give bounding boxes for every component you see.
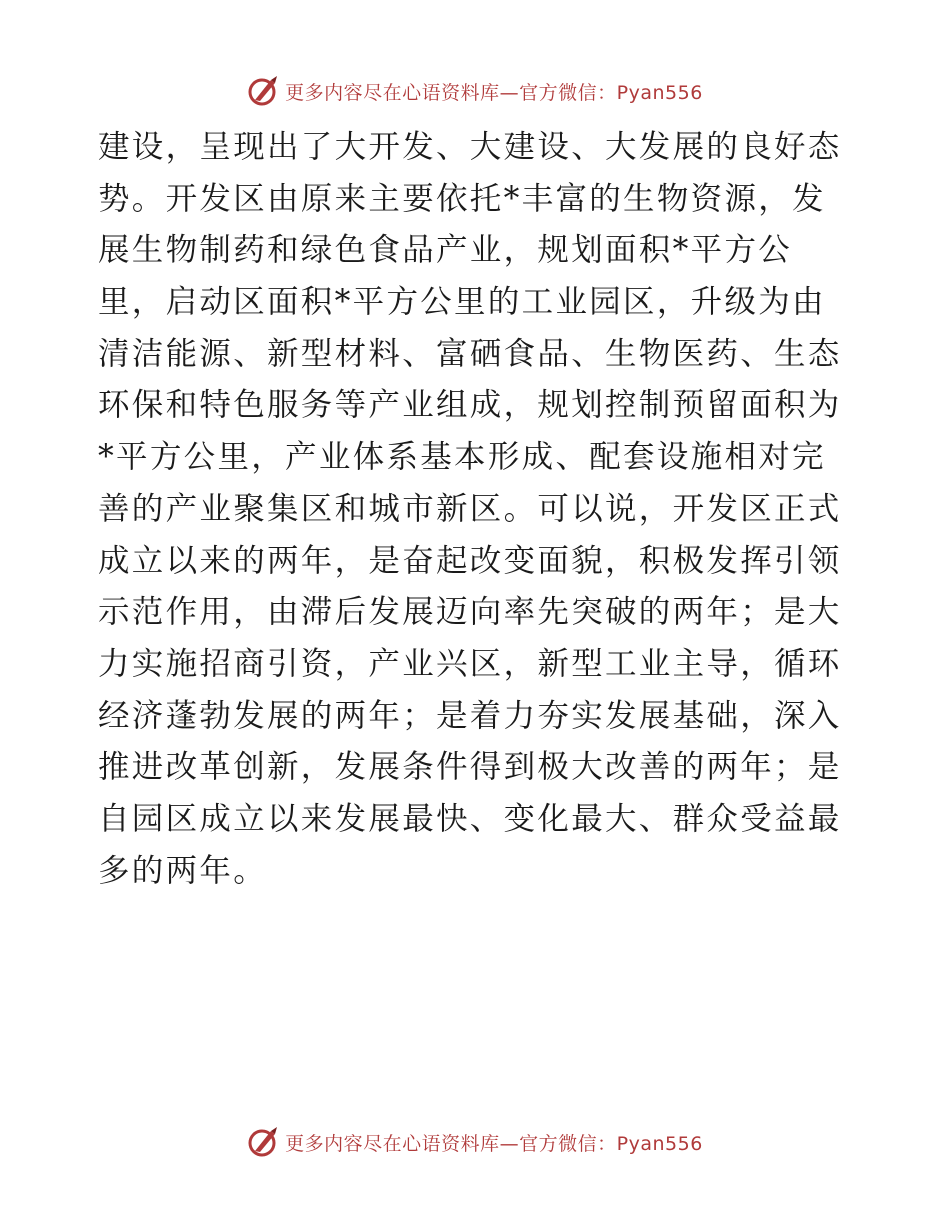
watermark-text: 更多内容尽在心语资料库—官方微信：Pyan556 (285, 1132, 703, 1155)
text-line: 经济蓬勃发展的两年；是着力夯实发展基础，深入 (98, 697, 842, 734)
feather-pen-circle-icon (247, 74, 281, 108)
footer-watermark (0, 1125, 950, 1159)
text-line: 示范作用，由滞后发展迈向率先突破的两年；是大 (98, 594, 842, 631)
text-line: 成立以来的两年，是奋起改变面貌，积极发挥引领 (98, 542, 842, 579)
text-line: 善的产业聚集区和城市新区。可以说，开发区正式 (98, 490, 842, 527)
text-line: 自园区成立以来发展最快、变化最大、群众受益最 (98, 800, 842, 837)
text-line: 多的两年。 (98, 852, 268, 889)
document-body (98, 122, 858, 897)
text-line: 清洁能源、新型材料、富硒食品、生物医药、生态 (98, 335, 842, 372)
text-line: 展生物制药和绿色食品产业，规划面积*平方公 (98, 232, 793, 269)
text-line: 环保和特色服务等产业组成，规划控制预留面积为 (98, 387, 842, 424)
feather-pen-circle-icon (247, 1125, 281, 1159)
text-line: 推进改革创新，发展条件得到极大改善的两年；是 (98, 749, 842, 786)
header-watermark (0, 74, 950, 108)
text-line: 势。开发区由原来主要依托*丰富的生物资源，发 (98, 180, 826, 217)
text-line: 建设，呈现出了大开发、大建设、大发展的良好态 (98, 129, 842, 165)
text-line: *平方公里，产业体系基本形成、配套设施相对完 (98, 439, 826, 476)
watermark-text: 更多内容尽在心语资料库—官方微信：Pyan556 (285, 81, 703, 104)
text-line: 里，启动区面积*平方公里的工业园区，升级为由 (98, 284, 826, 321)
text-line: 力实施招商引资，产业兴区，新型工业主导，循环 (98, 645, 842, 682)
